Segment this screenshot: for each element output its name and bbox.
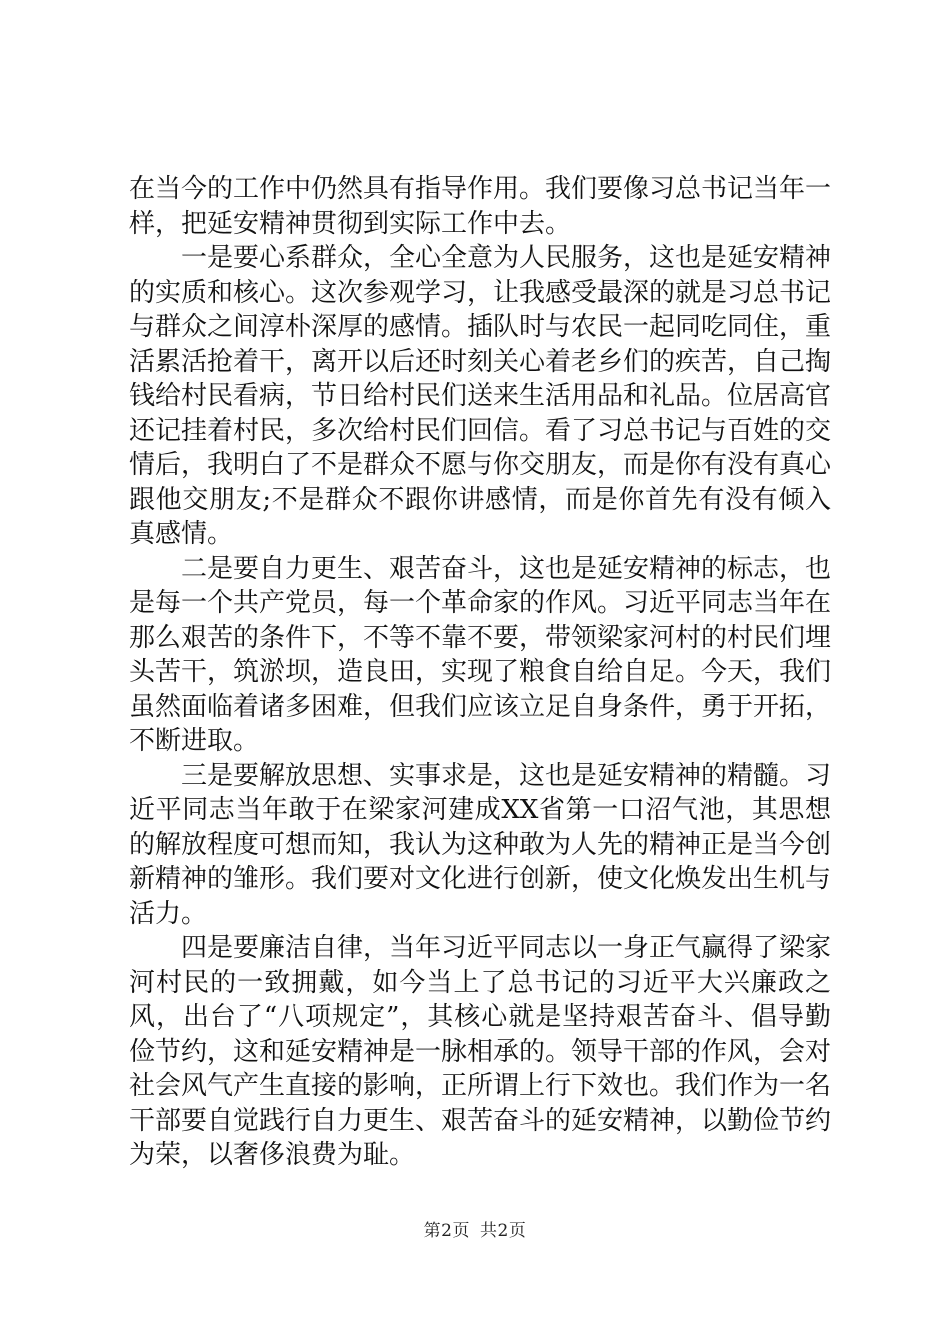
paragraph-point-two: 二是要自力更生、艰苦奋斗，这也是延安精神的标志，也是每一个共产党员，每一个革命家的作风。习近平同志当年在那么艰苦的条件下，不等不靠不要，带领梁家河村的村民们埋头苦干，筑淤坝，造良田，实现了粮食自给自足。今天，我们虽然面临着诸多困难，但我们应该立足自身条件，勇于开拓，不断进取。 [129, 553, 832, 756]
page-total: 共2页 [480, 1221, 527, 1241]
page-footer [0, 1216, 950, 1241]
paragraph-continued: 在当今的工作中仍然具有指导作用。我们要像习总书记当年一样，把延安精神贯彻到实际工作中去。 [129, 174, 832, 239]
document-body [129, 172, 831, 1173]
paragraph-point-three: 三是要解放思想、实事求是，这也是延安精神的精髓。习近平同志当年敢于在梁家河建成XX省第一口沼气池，其思想的解放程度可想而知，我认为这种敢为人先的精神正是当今创新精神的雏形。我们要对文化进行创新，使文化焕发出生机与活力。 [129, 760, 832, 929]
paragraph-point-one: 一是要心系群众，全心全意为人民服务，这也是延安精神的实质和核心。这次参观学习，让我感受最深的就是习总书记与群众之间淳朴深厚的感情。插队时与农民一起同吃同住，重活累活抢着干，离开以后还时刻关心着老乡们的疾苦，自己掏钱给村民看病，节日给村民们送来生活用品和礼品。位居高官还记挂着村民，多次给村民们回信。看了习总书记与百姓的交情后，我明白了不是群众不愿与你交朋友，而是你有没有真心跟他交朋友;不是群众不跟你讲感情，而是你首先有没有倾入真感情。 [129, 243, 832, 549]
paragraph-point-four: 四是要廉洁自律，当年习近平同志以一身正气赢得了梁家河村民的一致拥戴，如今当上了总书记的习近平大兴廉政之风，出台了“八项规定”，其核心就是坚持艰苦奋斗、倡导勤俭节约，这和延安精神是一脉相承的。领导干部的作风，会对社会风气产生直接的影响，正所谓上行下效也。我们作为一名干部要自觉践行自力更生、艰苦奋斗的延安精神，以勤俭节约为荣，以奢侈浪费为耻。 [129, 933, 832, 1170]
page-number: 第2页 [423, 1221, 470, 1241]
